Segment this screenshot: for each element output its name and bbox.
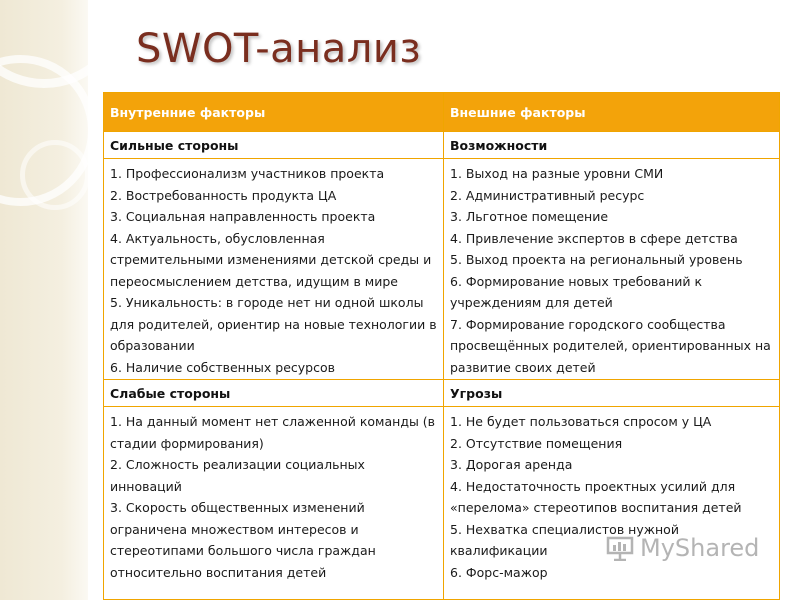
list-item: 1. Профессионализм участников проекта [110,166,385,181]
strengths-list [110,163,437,378]
list-item: 5. Нехватка специалистов нужной квалификации [450,521,679,558]
decorative-side-band [0,0,88,600]
presentation-board-icon [606,535,634,561]
weaknesses-label: Слабые стороны [104,380,444,407]
strengths-label: Сильные стороны [104,132,444,159]
list-item: 2. Востребованность продукта ЦА [110,187,337,203]
list-item: 1. Выход на разные уровни СМИ [450,166,664,181]
list-item: 6. Наличие собственных ресурсов [110,359,335,375]
list-item: 2. Отсутствие помещения [450,435,623,451]
threats-label: Угрозы [444,380,780,407]
list-item: 4. Недостаточность проектных усилий для «перелома» стереотипов воспитания детей [450,478,742,515]
list-item: 2. Сложность реализации социальных инноваций [110,457,365,494]
list-item: 5. Выход проекта на региональный уровень [450,252,743,267]
list-item: 1. Не будет пользоваться спросом у ЦА [450,414,712,429]
watermark-text: MyShared [640,534,760,562]
content-row-weaknesses-threats [104,407,780,600]
section-row-strengths-opportunities [104,132,780,159]
list-item: 4. Актуальность, обусловленная стремительными изменениями детской среды и переосмыслением детства, идущим в мире [110,230,432,289]
slide-title: SWOT-анализ [136,26,422,72]
content-row-strengths-opportunities [104,159,780,380]
watermark-logo [606,534,759,562]
list-item: 3. Скорость общественных изменений ограничена множеством интересов и стереотипами большого числа граждан относительно воспитания детей [110,500,376,580]
list-item: 5. Уникальность: в городе нет ни одной школы для родителей, ориентир на новые технологии в образовании [110,295,437,353]
strengths-cell [104,159,444,380]
list-item: 3. Льготное помещение [450,209,609,224]
list-item: 1. На данный момент нет слаженной команды (в стадии формирования) [110,414,436,451]
table-header-row [104,93,780,132]
section-row-weaknesses-threats [104,380,780,407]
opportunities-label: Возможности [444,132,780,159]
opportunities-list [450,163,773,378]
list-item: 6. Форс-мажор [450,564,548,580]
list-item: 2. Административный ресурс [450,187,645,203]
list-item: 3. Дорогая аренда [450,457,573,472]
decorative-ring [20,140,90,210]
swot-table [103,92,780,600]
header-external-factors: Внешние факторы [444,93,780,132]
opportunities-cell [444,159,780,380]
list-item: 4. Привлечение экспертов в сфере детства [450,230,738,246]
header-internal-factors: Внутренние факторы [104,93,444,132]
list-item: 6. Формирование новых требований к учреждениям для детей [450,273,703,310]
list-item: 7. Формирование городского сообщества просвещённых родителей, ориентированных на развитие своих детей [450,316,771,375]
weaknesses-list [110,411,437,583]
list-item: 3. Социальная направленность проекта [110,209,376,224]
threats-cell [444,407,780,600]
weaknesses-cell [104,407,444,600]
